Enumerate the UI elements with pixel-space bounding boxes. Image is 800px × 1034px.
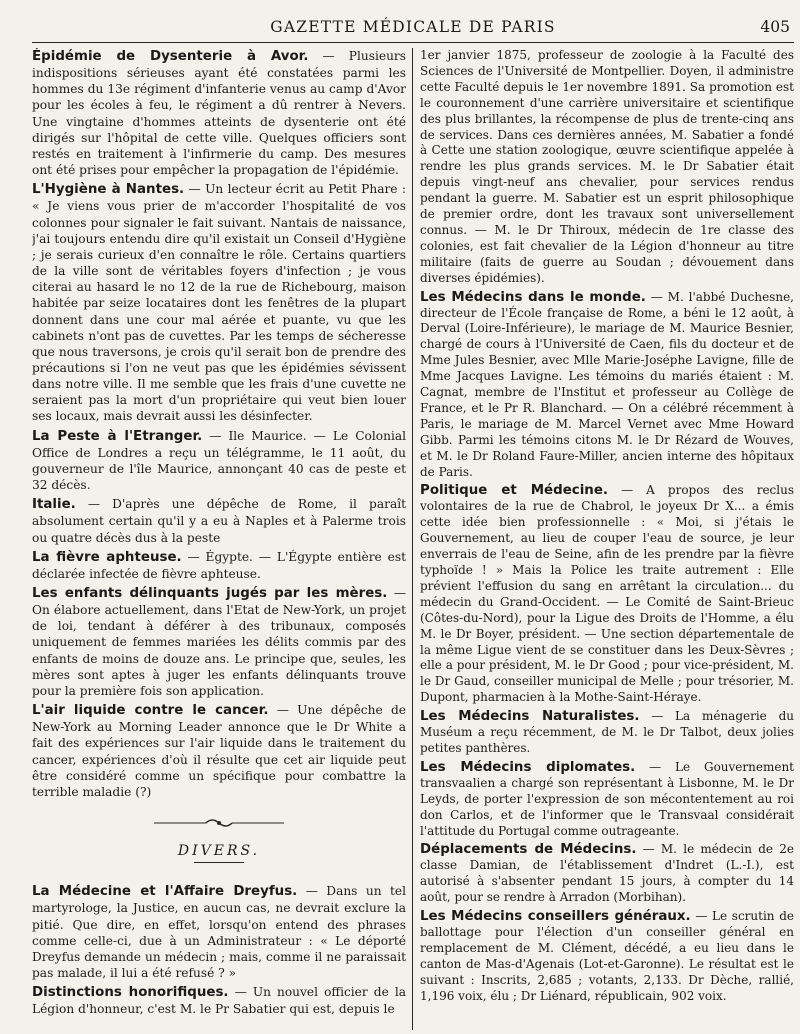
article-body: — Ile Maurice. — Le Colonial Office de Londres a reçu un télégramme, le 11 août, du gouverneur de l'île Maurice, annonçant 40 cas de peste et 32 décès. — [32, 428, 406, 493]
ornamental-divider — [32, 803, 406, 843]
journal-title: GAZETTE MÉDICALE DE PARIS — [270, 18, 556, 36]
article-continuation: 1er janvier 1875, professeur de zoologie à la Faculté des Sciences de l'Université de Montpellier. Doyen, il administre cette Faculté depuis le 1er novembre 1891. Sa promotion est le couronnement d'une carrière universitaire et scientifique des plus brillantes, la récompense de plus de trente-cinq ans de services. Dans ces dernières années, M. Sabatier a fondé à Cette une station zoologique, œuvre scientifique appelée à rendre les plus grands services. M. le Dr Sabatier était depuis vingt-neuf ans chevalier, pour services rendus pendant la guerre. M. Sabatier est un esprit philosophique de premier ordre, dont les travaux sont universellement connus. — M. le Dr Thiroux, médecin de 1re classe des colonies, est fait chevalier de la Légion d'honneur au titre militaire (faits de guerre au Soudan ; dévouement dans diverses épidémies). — [420, 48, 794, 285]
article-heading: Politique et Médecine. — [420, 483, 609, 499]
article-body: — Le scrutin de ballottage pour l'élection d'un conseiller général en remplacement de M. Clément, décédé, a eu lieu dans le canton de Mas-d'Agenais (Lot-et-Garonne). Le résultat est le suivant : Inscrits, 2,685 ; votants, 2,133. Dr Dèche, rallié, 1,196 voix, élu ; Dr Liénard, républicain, 902 voix. — [420, 909, 794, 1003]
article-body: — D'après une dépêche de Rome, il paraît absolument certain qu'il y a eu à Naples et à Palerme trois ou quatre décès dus à la peste — [32, 497, 406, 545]
article-body: — Égypte. — L'Égypte entière est déclarée infectée de fièvre aphteuse. — [32, 549, 406, 581]
article-heading: Épidémie de Dysenterie à Avor. — [32, 49, 309, 64]
article-body: — M. le médecin de 2e classe Damian, de l'établissement d'Indret (L.-I.), est autorisé à s'absenter pendant 15 jours, à compter du 14 août, pour se rendre à Arradon (Morbihan). — [420, 842, 794, 905]
article-body: — Dans un tel martyrologe, la Justice, en aucun cas, ne devrait exclure la pitié. Que dire, en effet, lorsqu'on entend des phrases comme celle-ci, due à un Administrateur : « Le déporté Dreyfus demande un médecin ; mais, comme il ne paraissait pas malade, il lui a été refusé ? » — [32, 884, 406, 980]
article-hygiene-nantes — [32, 181, 406, 424]
article-heading: La Peste à l'Etranger. — [32, 428, 203, 444]
page-number: 405 — [760, 18, 790, 36]
article-body: — Un lecteur écrit au Petit Phare : « Je viens vous prier de m'accorder l'hospitalité de vos colonnes pour signaler le fait suivant. Nantais de naissance, j'ai toujours entendu dire qu'il existait un Conseil d'Hygiène ; je serais curieux d'en connaître le rôle. Certains quartiers de la ville sont de véritables foyers d'infection ; je vous citerai au hasard le no 12 de la rue de Richebourg, maison habitée par seize locataires dont les fenêtres de la plupart donnent dans une cour mal aérée et puante, vu que les cabinets n'ont pas de cuvettes. Par les temps de sécheresse que nous traversons, je crois qu'il serait bon de prendre des précautions si l'on ne veut pas que les épidémies sévissent dans notre ville. Il me semble que les frais d'une cuvette ne seraient pas la mort d'un propriétaire qui veut bien louer ses locaux, mais devrait aussi les désinfecter. — [32, 182, 406, 424]
article-heading: Les Médecins diplomates. — [420, 759, 636, 775]
article-politique-medecine — [420, 483, 794, 706]
right-column — [420, 48, 794, 1030]
article-fievre-aphteuse — [32, 549, 406, 582]
article-distinctions — [32, 984, 406, 1017]
article-peste-etranger — [32, 428, 406, 494]
article-medecins-naturalistes — [420, 709, 794, 757]
article-heading: La fièvre aphteuse. — [32, 549, 182, 565]
article-dysenterie-avor — [32, 48, 406, 178]
article-body: — La ménagerie du Muséum a reçu récemment, de M. le Dr Talbot, deux jolies petites panthères. — [420, 709, 794, 755]
article-italie — [32, 496, 406, 545]
article-body: — On élabore actuellement, dans l'Etat de New-York, un projet de loi, tendant à déférer à des tribunaux, composés uniquement de femmes mariées les délits commis par des enfants de moins de douze ans. Le principe que, seules, les mères sont aptes à juger les enfants délinquants trouve pour la première fois son application. — [32, 586, 406, 698]
article-body: — A propos des reclus volontaires de la rue de Chabrol, le joyeux Dr X... a émis cette idée bien professionnelle : « Moi, si j'étais le Gouvernement, au lieu de couper l'eau de source, je leur enverrais de l'eau de Seine, afin de les prendre par la fièvre typhoïde ! » Mais la Police les traite autrement : Elle prévient l'effusion du sang en arrêtant la circulation... du médecin du Grand-Occident. — Le Comité de Saint-Brieuc (Côtes-du-Nord), pour la Ligue des Droits de l'Homme, a élu M. le Dr Boyer, président. — Une section départementale de la même Ligue vient de se constituer dans les Deux-Sèvres ; elle a pour président, M. le Dr Good ; pour vice-président, M. le Dr Gaud, conseiller municipal de Melle ; pour trésorier, M. Dupont, pharmacien à la Mothe-Saint-Héraye. — [420, 483, 794, 705]
article-conseillers-generaux — [420, 909, 794, 1004]
article-heading: Les Médecins Naturalistes. — [420, 709, 640, 725]
article-heading: La Médecine et l'Affaire Dreyfus. — [32, 884, 298, 900]
section-title-divers: DIVERS. — [32, 843, 406, 863]
article-body: — Un nouvel officier de la Légion d'honneur, c'est M. le Pr Sabatier qui est, depuis le — [32, 985, 406, 1017]
article-heading: Les enfants délinquants jugés par les mères. — [32, 586, 388, 601]
columns — [32, 48, 794, 1030]
left-column — [32, 48, 406, 1030]
article-enfants-delinquants — [32, 585, 406, 699]
article-deplacements — [420, 842, 794, 906]
article-heading: Italie. — [32, 497, 76, 513]
article-heading: Les Médecins dans le monde. — [420, 289, 646, 305]
page-header — [32, 12, 794, 43]
article-heading: L'air liquide contre le cancer. — [32, 703, 269, 719]
article-heading: Les Médecins conseillers généraux. — [420, 909, 691, 925]
article-body: — M. l'abbé Duchesne, directeur de l'École française de Rome, a béni le 12 août, à Derval (Loire-Inférieure), le mariage de M. Maurice Besnier, chargé de cours à l'Université de Caen, fils du docteur et de Mme Jules Besnier, avec Mlle Marie-Joséphe Lavigne, fille de Mme Jacques Lavigne. Les témoins du mariés étaient : M. Cagnat, membre de l'Institut et professeur au Collège de France, et le Pr R. Blanchard. — On a célébré récemment à Paris, le mariage de M. Marcel Vernet avec Mme Howard Gibb. Parmi les témoins citons M. le Dr Rézard de Wouves, et M. le Dr Roland Faure-Miller, ancien interne des hôpitaux de Paris. — [420, 289, 794, 479]
article-heading: Distinctions honorifiques. — [32, 985, 229, 1001]
article-air-liquide — [32, 702, 406, 800]
article-medecins-diplomates — [420, 760, 794, 840]
article-heading: Déplacements de Médecins. — [420, 842, 637, 858]
article-body: — Plusieurs indispositions sérieuses ayant été constatées parmi les hommes du 13e régiment d'infanterie venus au camp d'Avor pour les écoles à feu, le régiment a dû rentrer à Nevers. Une vingtaine d'hommes atteints de dysenterie ont été dirigés sur l'hôpital de cette ville. Quelques officiers sont restés en traitement à l'infirmerie du camp. Des mesures ont été prises pour empêcher la propagation de l'épidémie. — [32, 49, 406, 178]
article-body: — Le Gouvernement transvaalien a chargé son représentant à Lisbonne, M. le Dr Leyds, de porter l'expression de son mécontentement au roi don Carlos, et de l'informer que le Transvaal considérait l'attitude du Portugal comme outrageante. — [420, 759, 794, 838]
article-affaire-dreyfus — [32, 883, 406, 981]
article-heading: L'Hygiène à Nantes. — [32, 182, 185, 198]
article-medecins-monde — [420, 290, 794, 481]
article-body: — Une dépêche de New-York au Morning Leader annonce que le Dr White a fait des expériences sur l'air liquide dans le traitement du cancer, expériences d'où il résulte que cet air liquide peut être considéré comme un spécifique pour combattre la terrible maladie (?) — [32, 703, 406, 799]
column-rule — [412, 48, 413, 1030]
ornament-icon — [154, 817, 284, 829]
